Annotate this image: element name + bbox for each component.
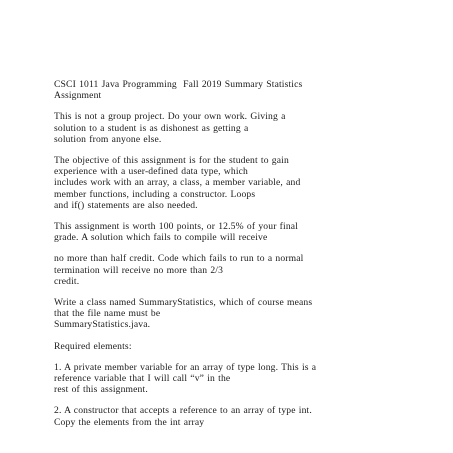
text-line: rest of this assignment. xyxy=(54,384,148,396)
text-line: 2. A constructor that accepts a reference to an array of type int. xyxy=(54,405,312,417)
text-line: Copy the elements from the int array xyxy=(54,416,205,428)
text-line: credit. xyxy=(54,275,80,287)
text-line: solution to a student is as dishonest as getting a xyxy=(54,122,249,134)
credit-paragraph xyxy=(54,253,414,287)
class-name-paragraph xyxy=(54,297,414,331)
text-line: includes work with an array, a class, a member variable, and xyxy=(54,177,301,189)
requirement-item-2 xyxy=(54,405,414,427)
text-line: Required elements: xyxy=(54,340,132,352)
text-line: member functions, including a constructor. Loops xyxy=(54,188,256,200)
text-line: SummaryStatistics.java. xyxy=(54,319,151,331)
text-line: grade. A solution which fails to compile will receive xyxy=(54,232,268,244)
text-line: solution from anyone else. xyxy=(54,133,162,145)
requirement-item-1 xyxy=(54,362,414,396)
text-line: reference variable that I will call “v” in the xyxy=(54,373,231,385)
title-paragraph xyxy=(54,79,414,101)
grading-paragraph xyxy=(54,221,414,243)
text-line: termination will receive no more than 2/3 xyxy=(54,264,224,276)
text-line: Write a class named SummaryStatistics, which of course means xyxy=(54,297,313,309)
text-line: 1. A private member variable for an array of type long. This is a xyxy=(54,361,317,373)
assignment-text xyxy=(54,79,414,438)
text-line: Assignment xyxy=(54,90,102,102)
text-line: and if() statements are also needed. xyxy=(54,199,198,211)
text-line: that the file name must be xyxy=(54,308,161,320)
required-elements-heading xyxy=(54,341,414,352)
text-line: The objective of this assignment is for the student to gain xyxy=(54,155,289,167)
objective-paragraph xyxy=(54,155,414,211)
honesty-paragraph xyxy=(54,111,414,145)
text-line: experience with a user-defined data type, which xyxy=(54,166,248,178)
text-line: This assignment is worth 100 points, or 12.5% of your final xyxy=(54,221,299,233)
text-line: CSCI 1011 Java Programming Fall 2019 Summary Statistics xyxy=(54,79,303,90)
text-line: no more than half credit. Code which fails to run to a normal xyxy=(54,253,304,265)
text-line: This is not a group project. Do your own work. Giving a xyxy=(54,111,286,123)
